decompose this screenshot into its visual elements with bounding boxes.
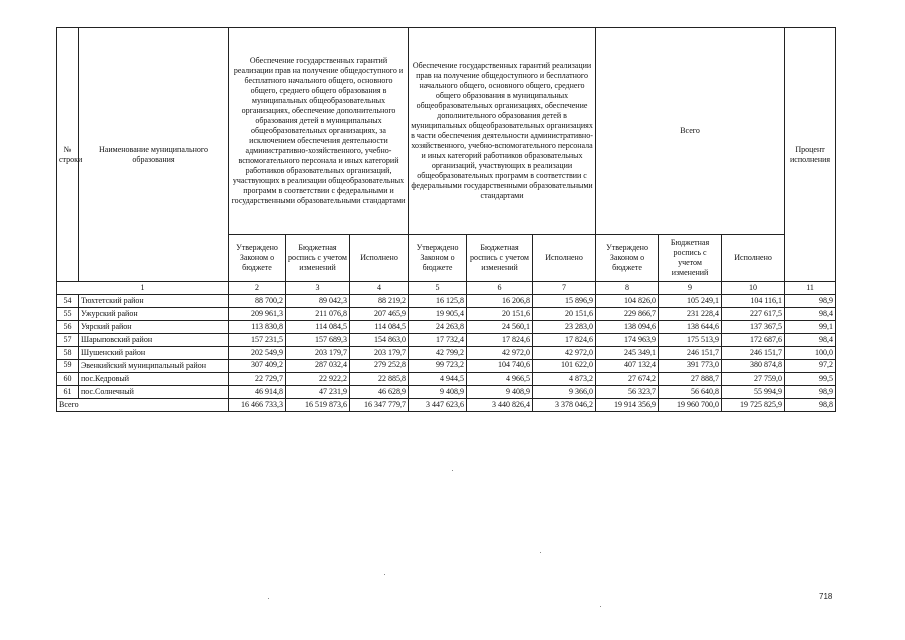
total-cell: 3 378 046,2 [533,399,596,412]
total-cell: 19 725 825,9 [722,399,785,412]
value-cell: 99 723,2 [409,360,467,373]
total-cell: 16 466 733,3 [229,399,286,412]
value-cell: 287 032,4 [286,360,350,373]
scan-speck [600,606,601,607]
page-number: 718 [819,592,833,601]
column-index: 6 [467,282,533,295]
value-cell: 9 366,0 [533,386,596,399]
value-cell: 20 151,6 [533,308,596,321]
column-index: 7 [533,282,596,295]
municipality-name: Шушенский район [79,347,229,360]
municipality-name: Тюхтетский район [79,295,229,308]
total-label: Всего [57,399,229,412]
percent-cell: 98,4 [785,308,836,321]
value-cell: 27 674,2 [596,373,659,386]
value-cell: 157 231,5 [229,334,286,347]
row-number: 54 [57,295,79,308]
value-cell: 27 759,0 [722,373,785,386]
value-cell: 4 966,5 [467,373,533,386]
value-cell: 27 888,7 [659,373,722,386]
value-cell: 407 132,4 [596,360,659,373]
value-cell: 17 732,4 [409,334,467,347]
table-row [57,360,836,373]
value-cell: 391 773,0 [659,360,722,373]
table-row [57,334,836,347]
municipality-name: Уярский район [79,321,229,334]
municipality-name: Ужурский район [79,308,229,321]
value-cell: 207 465,9 [350,308,409,321]
sub-header-budget: Бюджетная роспись с учетом изменений [286,235,350,282]
value-cell: 23 283,0 [533,321,596,334]
value-cell: 175 513,9 [659,334,722,347]
value-cell: 104 116,1 [722,295,785,308]
value-cell: 42 799,2 [409,347,467,360]
column-index: 2 [229,282,286,295]
column-index: 4 [350,282,409,295]
value-cell: 16 206,8 [467,295,533,308]
sub-header-approved: Утверждено Законом о бюджете [229,235,286,282]
municipality-name: пос.Кедровый [79,373,229,386]
total-cell: 16 519 873,6 [286,399,350,412]
total-row [57,399,836,412]
value-cell: 55 994,9 [722,386,785,399]
value-cell: 307 409,2 [229,360,286,373]
value-cell: 42 972,0 [533,347,596,360]
percent-cell: 98,4 [785,334,836,347]
value-cell: 157 689,3 [286,334,350,347]
sub-header-done: Исполнено [533,235,596,282]
total-cell: 16 347 779,7 [350,399,409,412]
col-percent-header: Процент исполнения [785,28,836,282]
group-header-support-staff: Обеспечение государственных гарантий реализации прав на получение общедоступного и бесплатного начального общего, основного общего, среднего общего образования в муниципальных общеобразовательных организациях, обеспечение дополнительного образования детей в муниципальных общеобразовательных организациях в части обеспечения деятельности административно-хозяйственного, учебно-вспомогательного персонала и иных категорий работников образовательных организаций, участвующих в реализации общеобразовательных программ в соответствии с федеральными государственными образовательными стандартами [409,28,596,235]
column-index: 10 [722,282,785,295]
value-cell: 209 961,3 [229,308,286,321]
table-row [57,386,836,399]
row-number: 57 [57,334,79,347]
value-cell: 24 560,1 [467,321,533,334]
sub-header-budget: Бюджетная роспись с учетом изменений [659,235,722,282]
value-cell: 105 249,1 [659,295,722,308]
value-cell: 15 896,9 [533,295,596,308]
value-cell: 203 179,7 [350,347,409,360]
value-cell: 22 729,7 [229,373,286,386]
percent-cell: 99,1 [785,321,836,334]
value-cell: 20 151,6 [467,308,533,321]
table-row [57,321,836,334]
value-cell: 89 042,3 [286,295,350,308]
value-cell: 114 084,5 [286,321,350,334]
value-cell: 88 700,2 [229,295,286,308]
value-cell: 22 885,8 [350,373,409,386]
value-cell: 47 231,9 [286,386,350,399]
sub-header-approved: Утверждено Законом о бюджете [409,235,467,282]
row-number: 61 [57,386,79,399]
column-index-row [57,282,836,295]
table-body [57,295,836,399]
value-cell: 174 963,9 [596,334,659,347]
value-cell: 113 830,8 [229,321,286,334]
column-index: 1 [57,282,229,295]
value-cell: 16 125,8 [409,295,467,308]
value-cell: 279 252,8 [350,360,409,373]
value-cell: 56 323,7 [596,386,659,399]
column-index: 9 [659,282,722,295]
row-number: 58 [57,347,79,360]
value-cell: 42 972,0 [467,347,533,360]
value-cell: 46 628,9 [350,386,409,399]
value-cell: 88 219,2 [350,295,409,308]
table-row [57,295,836,308]
municipality-name: пос.Солнечный [79,386,229,399]
value-cell: 245 349,1 [596,347,659,360]
value-cell: 137 367,5 [722,321,785,334]
value-cell: 101 622,0 [533,360,596,373]
value-cell: 172 687,6 [722,334,785,347]
column-index: 3 [286,282,350,295]
value-cell: 246 151,7 [659,347,722,360]
row-number: 56 [57,321,79,334]
total-cell: 19 960 700,0 [659,399,722,412]
value-cell: 202 549,9 [229,347,286,360]
group-header-total: Всего [596,28,785,235]
total-cell: 19 914 356,9 [596,399,659,412]
value-cell: 9 408,9 [409,386,467,399]
table-row [57,308,836,321]
value-cell: 229 866,7 [596,308,659,321]
row-number: 60 [57,373,79,386]
value-cell: 46 914,8 [229,386,286,399]
municipality-name: Шарыповский район [79,334,229,347]
value-cell: 104 740,6 [467,360,533,373]
value-cell: 104 826,0 [596,295,659,308]
value-cell: 138 644,6 [659,321,722,334]
col-row-number-header: № строки [57,28,79,282]
value-cell: 17 824,6 [467,334,533,347]
sub-header-budget: Бюджетная роспись с учетом изменений [467,235,533,282]
percent-cell: 98,9 [785,386,836,399]
value-cell: 211 076,8 [286,308,350,321]
col-municipality-header: Наименование муниципального образования [79,28,229,282]
value-cell: 4 944,5 [409,373,467,386]
execution-table [56,27,836,412]
value-cell: 22 922,2 [286,373,350,386]
column-index: 11 [785,282,836,295]
value-cell: 231 228,4 [659,308,722,321]
row-number: 55 [57,308,79,321]
value-cell: 246 151,7 [722,347,785,360]
value-cell: 138 094,6 [596,321,659,334]
sub-header-done: Исполнено [350,235,409,282]
column-index: 5 [409,282,467,295]
value-cell: 24 263,8 [409,321,467,334]
value-cell: 56 640,8 [659,386,722,399]
row-number: 59 [57,360,79,373]
scan-speck [384,574,385,575]
percent-cell: 97,2 [785,360,836,373]
value-cell: 380 874,8 [722,360,785,373]
report-sheet [56,27,836,412]
percent-cell: 99,5 [785,373,836,386]
table-row [57,347,836,360]
percent-cell: 100,0 [785,347,836,360]
value-cell: 4 873,2 [533,373,596,386]
value-cell: 19 905,4 [409,308,467,321]
scan-speck [540,552,541,553]
total-cell: 3 440 826,4 [467,399,533,412]
column-index: 8 [596,282,659,295]
value-cell: 227 617,5 [722,308,785,321]
total-cell: 3 447 623,6 [409,399,467,412]
percent-cell: 98,9 [785,295,836,308]
scan-speck [268,598,269,599]
value-cell: 17 824,6 [533,334,596,347]
value-cell: 203 179,7 [286,347,350,360]
value-cell: 154 863,0 [350,334,409,347]
group-header-guarantees: Обеспечение государственных гарантий реализации прав на получение общедоступного и бесплатного начального общего, основного общего, среднего общего образования в муниципальных общеобразовательных организациях, обеспечение дополнительного образования детей в муниципальных общеобразовательных организациях, за исключением обеспечения деятельности административно-хозяйственного, учебно-вспомогательного персонала и иных категорий работников образовательных организаций, участвующих в реализации общеобразовательных программ в соответствии с федеральными и государственными образовательными стандартами [229,28,409,235]
sub-header-approved: Утверждено Законом о бюджете [596,235,659,282]
value-cell: 9 408,9 [467,386,533,399]
table-row [57,373,836,386]
scan-speck [452,470,453,471]
municipality-name: Эвенкийский муниципальный район [79,360,229,373]
value-cell: 114 084,5 [350,321,409,334]
sub-header-done: Исполнено [722,235,785,282]
total-percent: 98,8 [785,399,836,412]
